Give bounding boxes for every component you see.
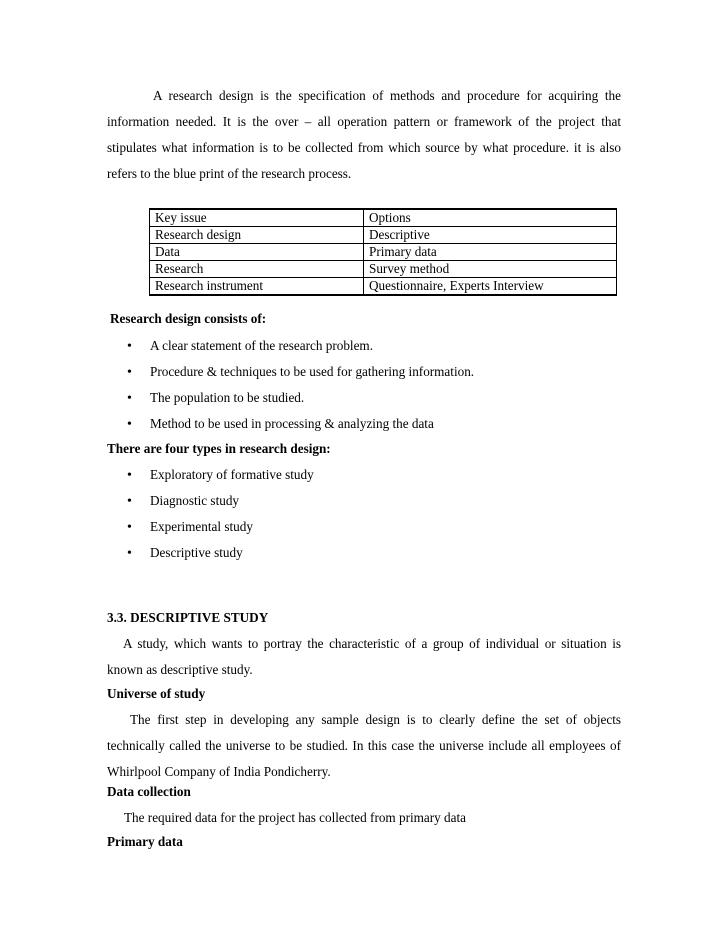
table-cell-option: Survey method — [364, 261, 617, 278]
table-cell-option: Questionnaire, Experts Interview — [364, 278, 617, 296]
consists-list — [127, 333, 474, 437]
types-heading: There are four types in research design: — [107, 441, 331, 456]
intro-paragraph — [107, 83, 621, 187]
table-row — [150, 261, 617, 278]
list-item: • Descriptive study — [127, 540, 314, 566]
universe-text: The first step in developing any sample design is to clearly define the set of objects technically called the universe to be studied. In this case the universe include all employees of Whirlpool Company of India Pondicherry. — [107, 712, 621, 779]
key-issues-table — [149, 208, 617, 296]
bullet-icon: • — [127, 417, 132, 432]
bullet-icon: • — [127, 494, 132, 509]
table-row — [150, 227, 617, 244]
list-item: • Diagnostic study — [127, 488, 314, 514]
table-cell-option: Descriptive — [364, 227, 617, 244]
bullet-icon: • — [127, 365, 132, 380]
types-list — [127, 462, 314, 566]
table-cell-option: Primary data — [364, 244, 617, 261]
data-collection-heading: Data collection — [107, 784, 191, 799]
list-item: • Experimental study — [127, 514, 314, 540]
bullet-icon: • — [127, 546, 132, 561]
bullet-icon: • — [127, 391, 132, 406]
bullet-icon: • — [127, 468, 132, 483]
table-cell-key: Data — [150, 244, 364, 261]
table-header-row — [150, 209, 617, 227]
table-row — [150, 244, 617, 261]
primary-data-heading: Primary data — [107, 834, 183, 849]
data-collection-text: The required data for the project has collected from primary data — [124, 810, 466, 825]
list-item: • A clear statement of the research problem. — [127, 333, 474, 359]
table-row — [150, 278, 617, 296]
intro-text: A research design is the specification of methods and procedure for acquiring the information needed. It is the over – all operation pattern or framework of the project that stipulates what information is to be collected from which source by what procedure. it is also refers to the blue print of the research process. — [107, 88, 621, 181]
bullet-icon: • — [127, 339, 132, 354]
list-item: • Exploratory of formative study — [127, 462, 314, 488]
consists-heading: Research design consists of: — [110, 311, 267, 326]
list-item: • The population to be studied. — [127, 385, 474, 411]
table-cell-key: Research instrument — [150, 278, 364, 296]
table-header-key: Key issue — [150, 209, 364, 227]
descriptive-study-text: A study, which wants to portray the characteristic of a group of individual or situation is known as descriptive study. — [107, 636, 621, 677]
table-cell-key: Research — [150, 261, 364, 278]
list-item: • Method to be used in processing & analyzing the data — [127, 411, 474, 437]
list-item: • Procedure & techniques to be used for gathering information. — [127, 359, 474, 385]
table-cell-key: Research design — [150, 227, 364, 244]
descriptive-study-heading: 3.3. DESCRIPTIVE STUDY — [107, 610, 269, 625]
universe-heading: Universe of study — [107, 686, 206, 701]
table-header-option: Options — [364, 209, 617, 227]
bullet-icon: • — [127, 520, 132, 535]
